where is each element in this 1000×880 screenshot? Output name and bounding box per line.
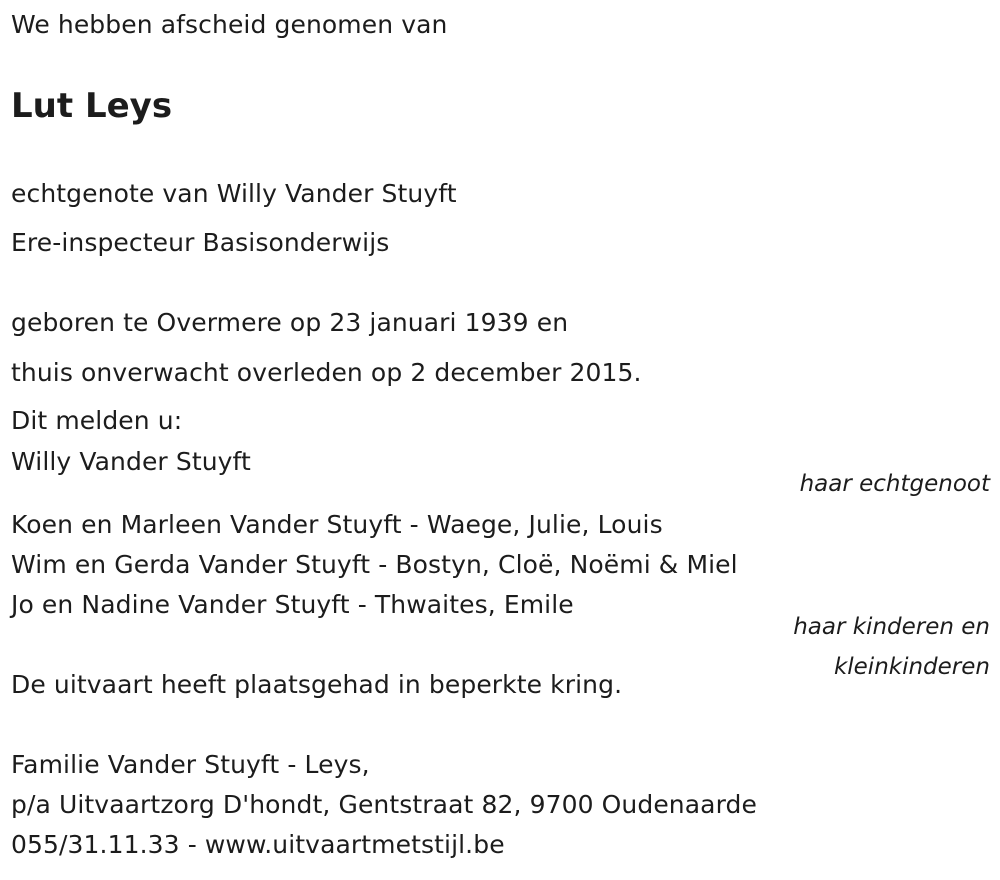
children-line-2: Wim en Gerda Vander Stuyft - Bostyn, Cloë, Noëmi & Miel — [11, 550, 738, 579]
husband-role: haar echtgenoot — [799, 471, 990, 497]
spouse-line: echtgenote van Willy Vander Stuyft — [11, 179, 457, 208]
funeral-line: De uitvaart heeft plaatsgehad in beperkte kring. — [11, 670, 623, 699]
professional-title: Ere-inspecteur Basisonderwijs — [11, 228, 390, 257]
intro-text: We hebben afscheid genomen van — [11, 10, 448, 39]
children-role-line-1: haar kinderen en — [793, 614, 990, 640]
children-line-3: Jo en Nadine Vander Stuyft - Thwaites, Emile — [11, 590, 574, 619]
husband-name: Willy Vander Stuyft — [11, 447, 251, 476]
children-role-line-2: kleinkinderen — [833, 654, 990, 680]
announce-line: Dit melden u: — [11, 406, 183, 435]
birth-line: geboren te Overmere op 23 januari 1939 en — [11, 308, 569, 337]
deceased-name: Lut Leys — [11, 86, 173, 126]
death-line: thuis onverwacht overleden op 2 december 2015. — [11, 358, 642, 387]
contact-line-2: p/a Uitvaartzorg D'hondt, Gentstraat 82, 9700 Oudenaarde — [11, 790, 757, 819]
contact-line-1: Familie Vander Stuyft - Leys, — [11, 750, 370, 779]
contact-line-3: 055/31.11.33 - www.uitvaartmetstijl.be — [11, 830, 505, 859]
children-line-1: Koen en Marleen Vander Stuyft - Waege, Julie, Louis — [11, 510, 663, 539]
